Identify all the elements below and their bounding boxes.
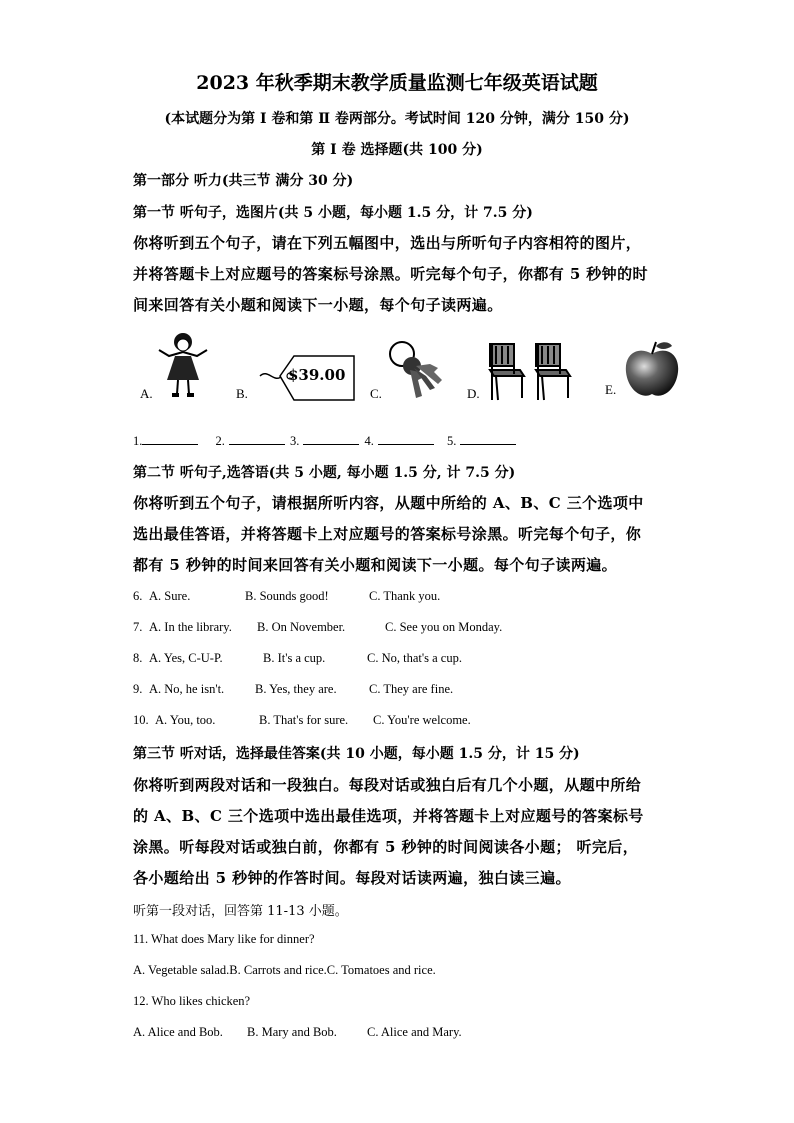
question-8 [133,651,462,666]
option-b[interactable]: B. Mary and Bob. [247,1025,337,1039]
answer-blank[interactable] [229,432,285,445]
option-a[interactable]: A. No, he isn't. [149,682,225,696]
option-c[interactable]: C. They are fine. [369,682,454,696]
question-12-stem: 12. Who likes chicken? [133,994,251,1008]
price-tag-text: $39.00 [288,366,346,384]
question-number: 9. [133,682,143,696]
option-c[interactable]: C. No, that's a cup. [367,651,462,665]
section1-instruction-line: 并将答题卡上对应题号的答案标号涂黑。听完每个句子，你都有 5 秒钟的时 [133,265,648,283]
option-a[interactable]: A. Yes, C-U-P. [149,651,223,665]
exam-title: 2023 年秋季期末教学质量监测七年级英语试题 [196,72,598,94]
answer-blank[interactable] [378,432,434,445]
picture-label: C. [370,386,382,401]
section3-instruction-line: 各小题给出 5 秒钟的作答时间。每段对话读两遍，独白读三遍。 [133,869,571,887]
answer-blank[interactable] [142,432,198,445]
option-a[interactable]: A. You, too. [155,713,216,727]
option-c[interactable]: C. See you on Monday. [385,620,503,634]
keys-icon [386,340,450,402]
price-tag-icon [258,350,358,404]
question-6 [133,589,440,604]
section2-instruction-line: 选出最佳答语，并将答题卡上对应题号的答案标号涂黑。听完每个句子，你 [133,525,642,543]
answer-blank[interactable] [460,432,516,445]
option-a[interactable]: A. In the library. [149,620,232,634]
section2-instruction-line: 你将听到五个句子，请根据所听内容，从题中所给的 A、B、C 三个选项中 [133,494,644,512]
part-heading: 第一部分 听力(共三节 满分 30 分) [133,173,354,189]
volume-heading: 第 Ⅰ 卷 选择题(共 100 分) [311,142,483,158]
section2-instruction-line: 都有 5 秒钟的时间来回答有关小题和阅读下一小题。每个句子读两遍。 [133,556,618,574]
chairs-icon [484,340,580,402]
section1-instruction-line: 你将听到五个句子，请在下列五幅图中，选出与所听句子内容相符的图片， [133,234,642,252]
question-12 [133,1025,462,1040]
section1-instruction-line: 间来回答有关小题和阅读下一小题，每个句子读两遍。 [133,296,503,314]
option-b[interactable]: B. On November. [257,620,346,634]
section1-heading: 第一节 听句子，选图片(共 5 小题，每小题 1.5 分，计 7.5 分) [133,205,533,221]
girl-icon [155,330,211,402]
exam-subtitle: (本试题分为第 Ⅰ 卷和第 Ⅱ 卷两部分。考试时间 120 分钟，满分 150 分) [164,111,630,127]
blank-number: 5. [447,434,457,448]
question-11-options[interactable]: A. Vegetable salad.B. Carrots and rice.C. Tomatoes and rice. [133,963,436,977]
option-b[interactable]: B. It's a cup. [263,651,326,665]
option-c[interactable]: C. Thank you. [369,589,441,603]
option-c[interactable]: C. Alice and Mary. [367,1025,462,1039]
question-number: 8. [133,651,143,665]
blank-number: 3. [290,434,300,448]
blank-number: 1. [133,434,143,448]
option-a[interactable]: A. Alice and Bob. [133,1025,223,1039]
blank-number: 2. [215,434,225,448]
question-number: 10. [133,713,149,727]
question-10 [133,713,471,728]
option-b[interactable]: B. Yes, they are. [255,682,337,696]
answer-blanks [133,432,516,449]
section2-heading: 第二节 听句子,选答语(共 5 小题, 每小题 1.5 分, 计 7.5 分) [133,465,516,481]
question-number: 6. [133,589,143,603]
section3-instruction-line: 你将听到两段对话和一段独白。每段对话或独白后有几个小题，从题中所给 [133,776,642,794]
section3-heading: 第三节 听对话，选择最佳答案(共 10 小题，每小题 1.5 分，计 15 分) [133,746,580,762]
apple-icon [620,338,684,402]
answer-blank[interactable] [303,432,359,445]
option-b[interactable]: B. That's for sure. [259,713,349,727]
question-9 [133,682,453,697]
picture-label: A. [140,386,153,401]
option-c[interactable]: C. You're welcome. [373,713,471,727]
picture-label: B. [236,386,248,401]
option-a[interactable]: A. Sure. [149,589,191,603]
blank-number: 4. [364,434,374,448]
section3-instruction-line: 的 A、B、C 三个选项中选出最佳选项，并将答题卡上对应题号的答案标号 [133,807,644,825]
picture-label: E. [605,382,617,397]
section3-instruction-line: 涂黑。听每段对话或独白前，你都有 5 秒钟的时间阅读各小题； 听完后， [133,838,639,856]
question-number: 7. [133,620,143,634]
question-7 [133,620,502,635]
picture-label: D. [467,386,480,401]
option-b[interactable]: B. Sounds good! [245,589,329,603]
dialogue-intro: 听第一段对话，回答第 11-13 小题。 [133,904,348,919]
question-11-stem: 11. What does Mary like for dinner? [133,932,315,946]
